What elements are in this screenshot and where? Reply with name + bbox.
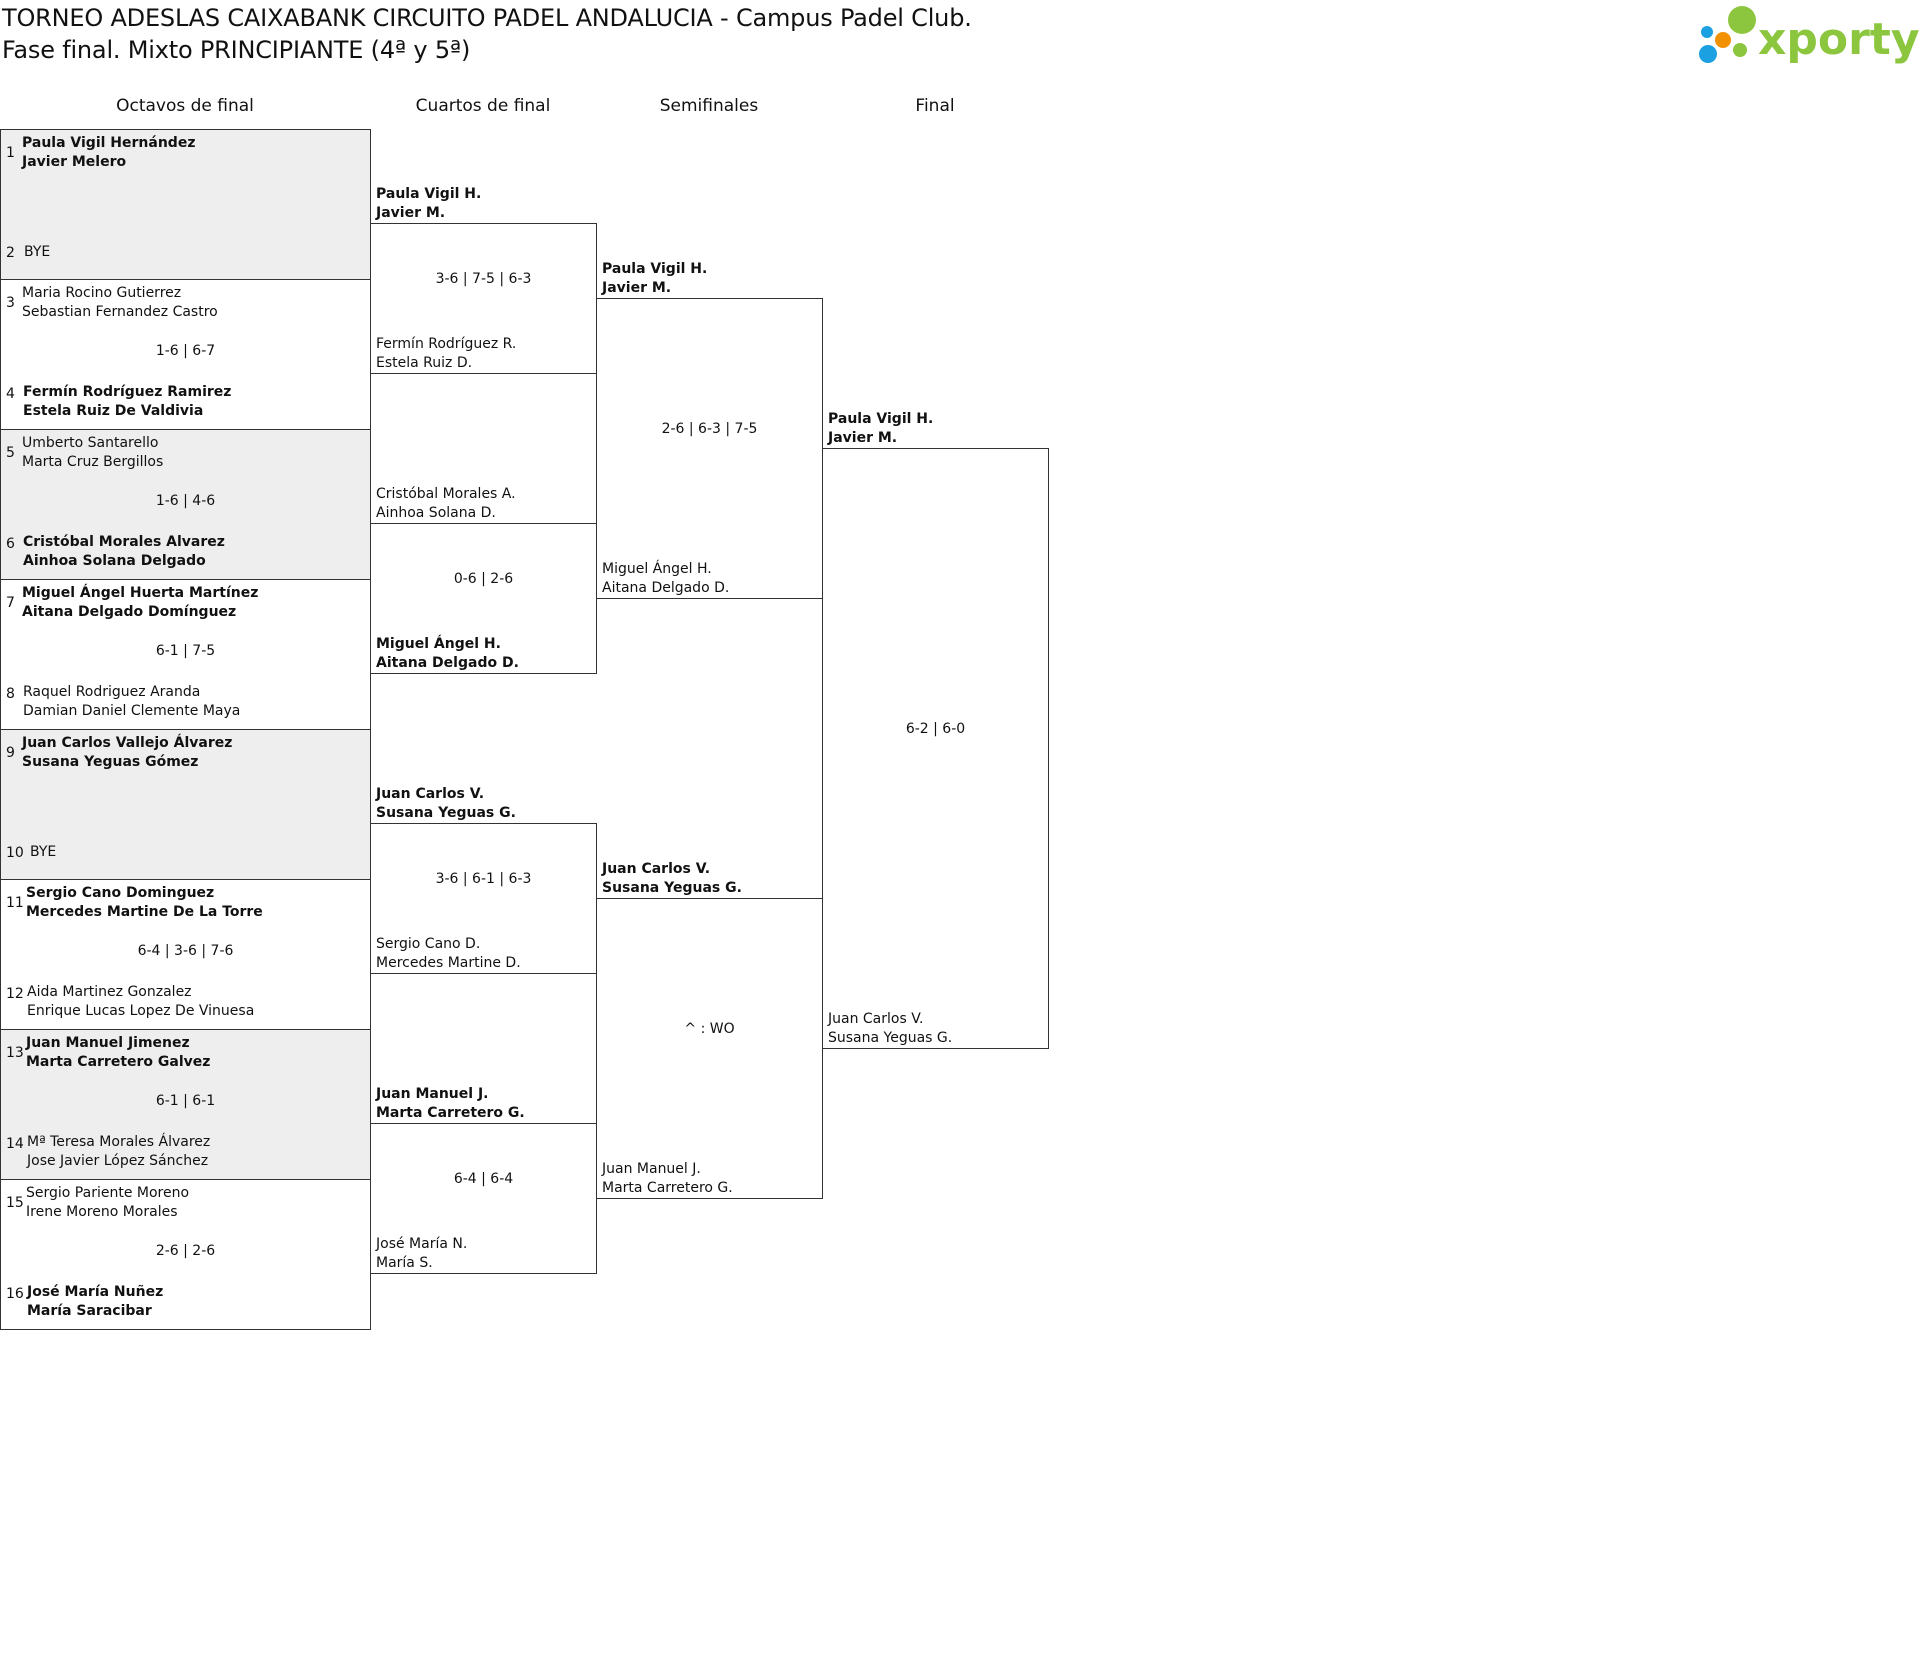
octavos-team-player-2: Estela Ruiz De Valdivia	[23, 403, 204, 419]
cuartos-team	[376, 335, 516, 373]
octavos-team	[23, 683, 240, 721]
seed-number: 2	[6, 245, 15, 261]
match-score: 6-4 | 6-4	[453, 1171, 514, 1187]
semis-team-player-1: Miguel Ángel H.	[602, 561, 712, 577]
cuartos-team-player-1: Paula Vigil H.	[376, 186, 482, 202]
logo-dot-green	[1728, 6, 1756, 34]
tournament-title: TORNEO ADESLAS CAIXABANK CIRCUITO PADEL ANDALUCIA - Campus Padel Club.	[2, 4, 972, 32]
seed-number: 10	[6, 845, 24, 861]
octavos-team-player-2: María Saracibar	[27, 1303, 152, 1319]
match-score: 0-6 | 2-6	[453, 571, 514, 587]
cuartos-team	[376, 1085, 525, 1123]
seed-number: 5	[6, 445, 15, 461]
octavos-team-player-1: Sergio Pariente Moreno	[26, 1185, 190, 1201]
octavos-team-player-2: Mercedes Martine De La Torre	[26, 904, 263, 920]
octavos-team	[22, 134, 195, 172]
octavos-team-player-2: Ainhoa Solana Delgado	[23, 553, 206, 569]
match-score: 6-4 | 3-6 | 7-6	[137, 943, 234, 959]
cuartos-team-player-1: Sergio Cano D.	[376, 936, 481, 952]
octavos-team	[27, 983, 254, 1021]
cuartos-team-player-2: Ainhoa Solana D.	[376, 505, 496, 521]
cuartos-team-player-2: Susana Yeguas G.	[376, 805, 516, 821]
semis-team	[602, 860, 742, 898]
seed-number: 7	[6, 595, 15, 611]
semis-match-1	[596, 298, 823, 599]
logo-dot-blue	[1699, 45, 1717, 63]
cuartos-team	[376, 485, 516, 523]
seed-number: 12	[6, 986, 24, 1002]
cuartos-team	[376, 785, 516, 823]
octavos-team-player-1: BYE	[24, 244, 51, 260]
match-score: 3-6 | 6-1 | 6-3	[435, 871, 532, 887]
octavos-team-player-1: Cristóbal Morales Alvarez	[23, 534, 225, 550]
semis-team	[602, 560, 729, 598]
phase-subtitle: Fase final. Mixto PRINCIPIANTE (4ª y 5ª)	[2, 36, 471, 64]
octavos-team-player-1: Raquel Rodriguez Aranda	[23, 684, 201, 700]
cuartos-team-player-2: María S.	[376, 1255, 433, 1271]
octavos-team-player-2: Irene Moreno Morales	[26, 1204, 178, 1220]
cuartos-team-player-2: Marta Carretero G.	[376, 1105, 525, 1121]
seed-number: 16	[6, 1286, 24, 1302]
match-score: 6-1 | 7-5	[155, 643, 216, 659]
octavos-team-player-2: Aitana Delgado Domínguez	[22, 604, 237, 620]
cuartos-team	[376, 635, 519, 673]
seed-number: 4	[6, 386, 15, 402]
cuartos-team-player-1: Miguel Ángel H.	[376, 636, 501, 652]
logo-dot-orange	[1715, 32, 1731, 48]
round-header-octavos: Octavos de final	[116, 96, 254, 116]
octavos-team	[23, 383, 231, 421]
octavos-team	[27, 1283, 163, 1321]
match-score: 3-6 | 7-5 | 6-3	[435, 271, 532, 287]
octavos-team-player-2: Jose Javier López Sánchez	[27, 1153, 209, 1169]
match-score: 1-6 | 4-6	[155, 493, 216, 509]
octavos-team	[27, 1133, 210, 1171]
xporty-logo	[1696, 2, 1920, 72]
semis-match-2	[596, 898, 823, 1199]
octavos-team-player-1: Umberto Santarello	[22, 435, 159, 451]
octavos-team	[22, 734, 232, 772]
semis-team-player-2: Aitana Delgado D.	[602, 580, 730, 596]
semis-team-player-1: Juan Carlos V.	[602, 861, 711, 877]
semis-team	[602, 1160, 733, 1198]
final-match-1	[822, 448, 1049, 1049]
final-team	[828, 410, 933, 448]
round-header-cuartos: Cuartos de final	[415, 96, 551, 116]
octavos-team-player-2: Marta Carretero Galvez	[26, 1054, 211, 1070]
cuartos-team-player-2: Estela Ruiz D.	[376, 355, 473, 371]
final-team-player-2: Susana Yeguas G.	[828, 1030, 953, 1046]
seed-number: 6	[6, 536, 15, 552]
cuartos-team-player-2: Mercedes Martine D.	[376, 955, 521, 971]
seed-number: 1	[6, 145, 15, 161]
octavos-team	[22, 434, 163, 472]
logo-dot-blue-small	[1701, 26, 1713, 38]
octavos-team-player-1: Fermín Rodríguez Ramirez	[23, 384, 232, 400]
final-team	[828, 1010, 952, 1048]
semis-team-player-2: Marta Carretero G.	[602, 1180, 733, 1196]
seed-number: 15	[6, 1195, 24, 1211]
cuartos-team-player-1: Fermín Rodríguez R.	[376, 336, 517, 352]
octavos-team-player-2: Javier Melero	[22, 154, 127, 170]
octavos-team	[26, 884, 263, 922]
semis-team	[602, 260, 707, 298]
final-team-player-1: Juan Carlos V.	[828, 1011, 924, 1027]
octavos-team-player-1: Sergio Cano Dominguez	[26, 885, 215, 901]
octavos-team-player-2: Marta Cruz Bergillos	[22, 454, 164, 470]
cuartos-team-player-1: José María N.	[376, 1236, 468, 1252]
final-team-player-1: Paula Vigil H.	[828, 411, 934, 427]
cuartos-team-player-1: Juan Carlos V.	[376, 786, 485, 802]
round-header-semis: Semifinales	[659, 96, 759, 116]
octavos-team	[22, 584, 258, 622]
octavos-team-player-1: Paula Vigil Hernández	[22, 135, 196, 151]
cuartos-team-player-2: Javier M.	[376, 205, 446, 221]
octavos-team	[30, 843, 56, 862]
octavos-team-player-1: Aida Martinez Gonzalez	[27, 984, 192, 1000]
match-score: 2-6 | 6-3 | 7-5	[661, 421, 758, 437]
logo-wordmark: xporty	[1758, 14, 1920, 65]
cuartos-team-player-2: Aitana Delgado D.	[376, 655, 519, 671]
octavos-team-player-1: Maria Rocino Gutierrez	[22, 285, 182, 301]
octavos-team-player-2: Susana Yeguas Gómez	[22, 754, 199, 770]
seed-number: 9	[6, 745, 15, 761]
cuartos-team-player-1: Cristóbal Morales A.	[376, 486, 516, 502]
cuartos-team	[376, 1235, 467, 1273]
seed-number: 11	[6, 895, 24, 911]
round-header-final: Final	[915, 96, 955, 116]
octavos-team-player-1: Mª Teresa Morales Álvarez	[27, 1134, 211, 1150]
match-score: 6-2 | 6-0	[905, 721, 966, 737]
octavos-team-player-2: Enrique Lucas Lopez De Vinuesa	[27, 1003, 255, 1019]
logo-dot-green-small	[1733, 43, 1747, 57]
match-score: 2-6 | 2-6	[155, 1243, 216, 1259]
final-team-player-2: Javier M.	[828, 430, 898, 446]
octavos-team-player-1: Juan Manuel Jimenez	[26, 1035, 190, 1051]
semis-team-player-2: Javier M.	[602, 280, 672, 296]
octavos-team-player-2: Damian Daniel Clemente Maya	[23, 703, 241, 719]
seed-number: 3	[6, 295, 15, 311]
semis-team-player-2: Susana Yeguas G.	[602, 880, 742, 896]
octavos-team-player-1: Juan Carlos Vallejo Álvarez	[22, 735, 233, 751]
octavos-team	[23, 533, 225, 571]
match-score: ^ : WO	[684, 1021, 735, 1037]
seed-number: 8	[6, 686, 15, 702]
cuartos-team	[376, 935, 521, 973]
octavos-team-player-1: BYE	[30, 844, 57, 860]
cuartos-team-player-1: Juan Manuel J.	[376, 1086, 489, 1102]
match-score: 1-6 | 6-7	[155, 343, 216, 359]
octavos-team	[24, 243, 50, 262]
seed-number: 14	[6, 1136, 24, 1152]
octavos-team	[26, 1184, 189, 1222]
seed-number: 13	[6, 1045, 24, 1061]
semis-team-player-1: Paula Vigil H.	[602, 261, 708, 277]
cuartos-team	[376, 185, 481, 223]
semis-team-player-1: Juan Manuel J.	[602, 1161, 701, 1177]
octavos-team-player-1: José María Nuñez	[27, 1284, 164, 1300]
octavos-team	[26, 1034, 210, 1072]
octavos-team	[22, 284, 218, 322]
octavos-team-player-1: Miguel Ángel Huerta Martínez	[22, 585, 259, 601]
octavos-team-player-2: Sebastian Fernandez Castro	[22, 304, 218, 320]
match-score: 6-1 | 6-1	[155, 1093, 216, 1109]
